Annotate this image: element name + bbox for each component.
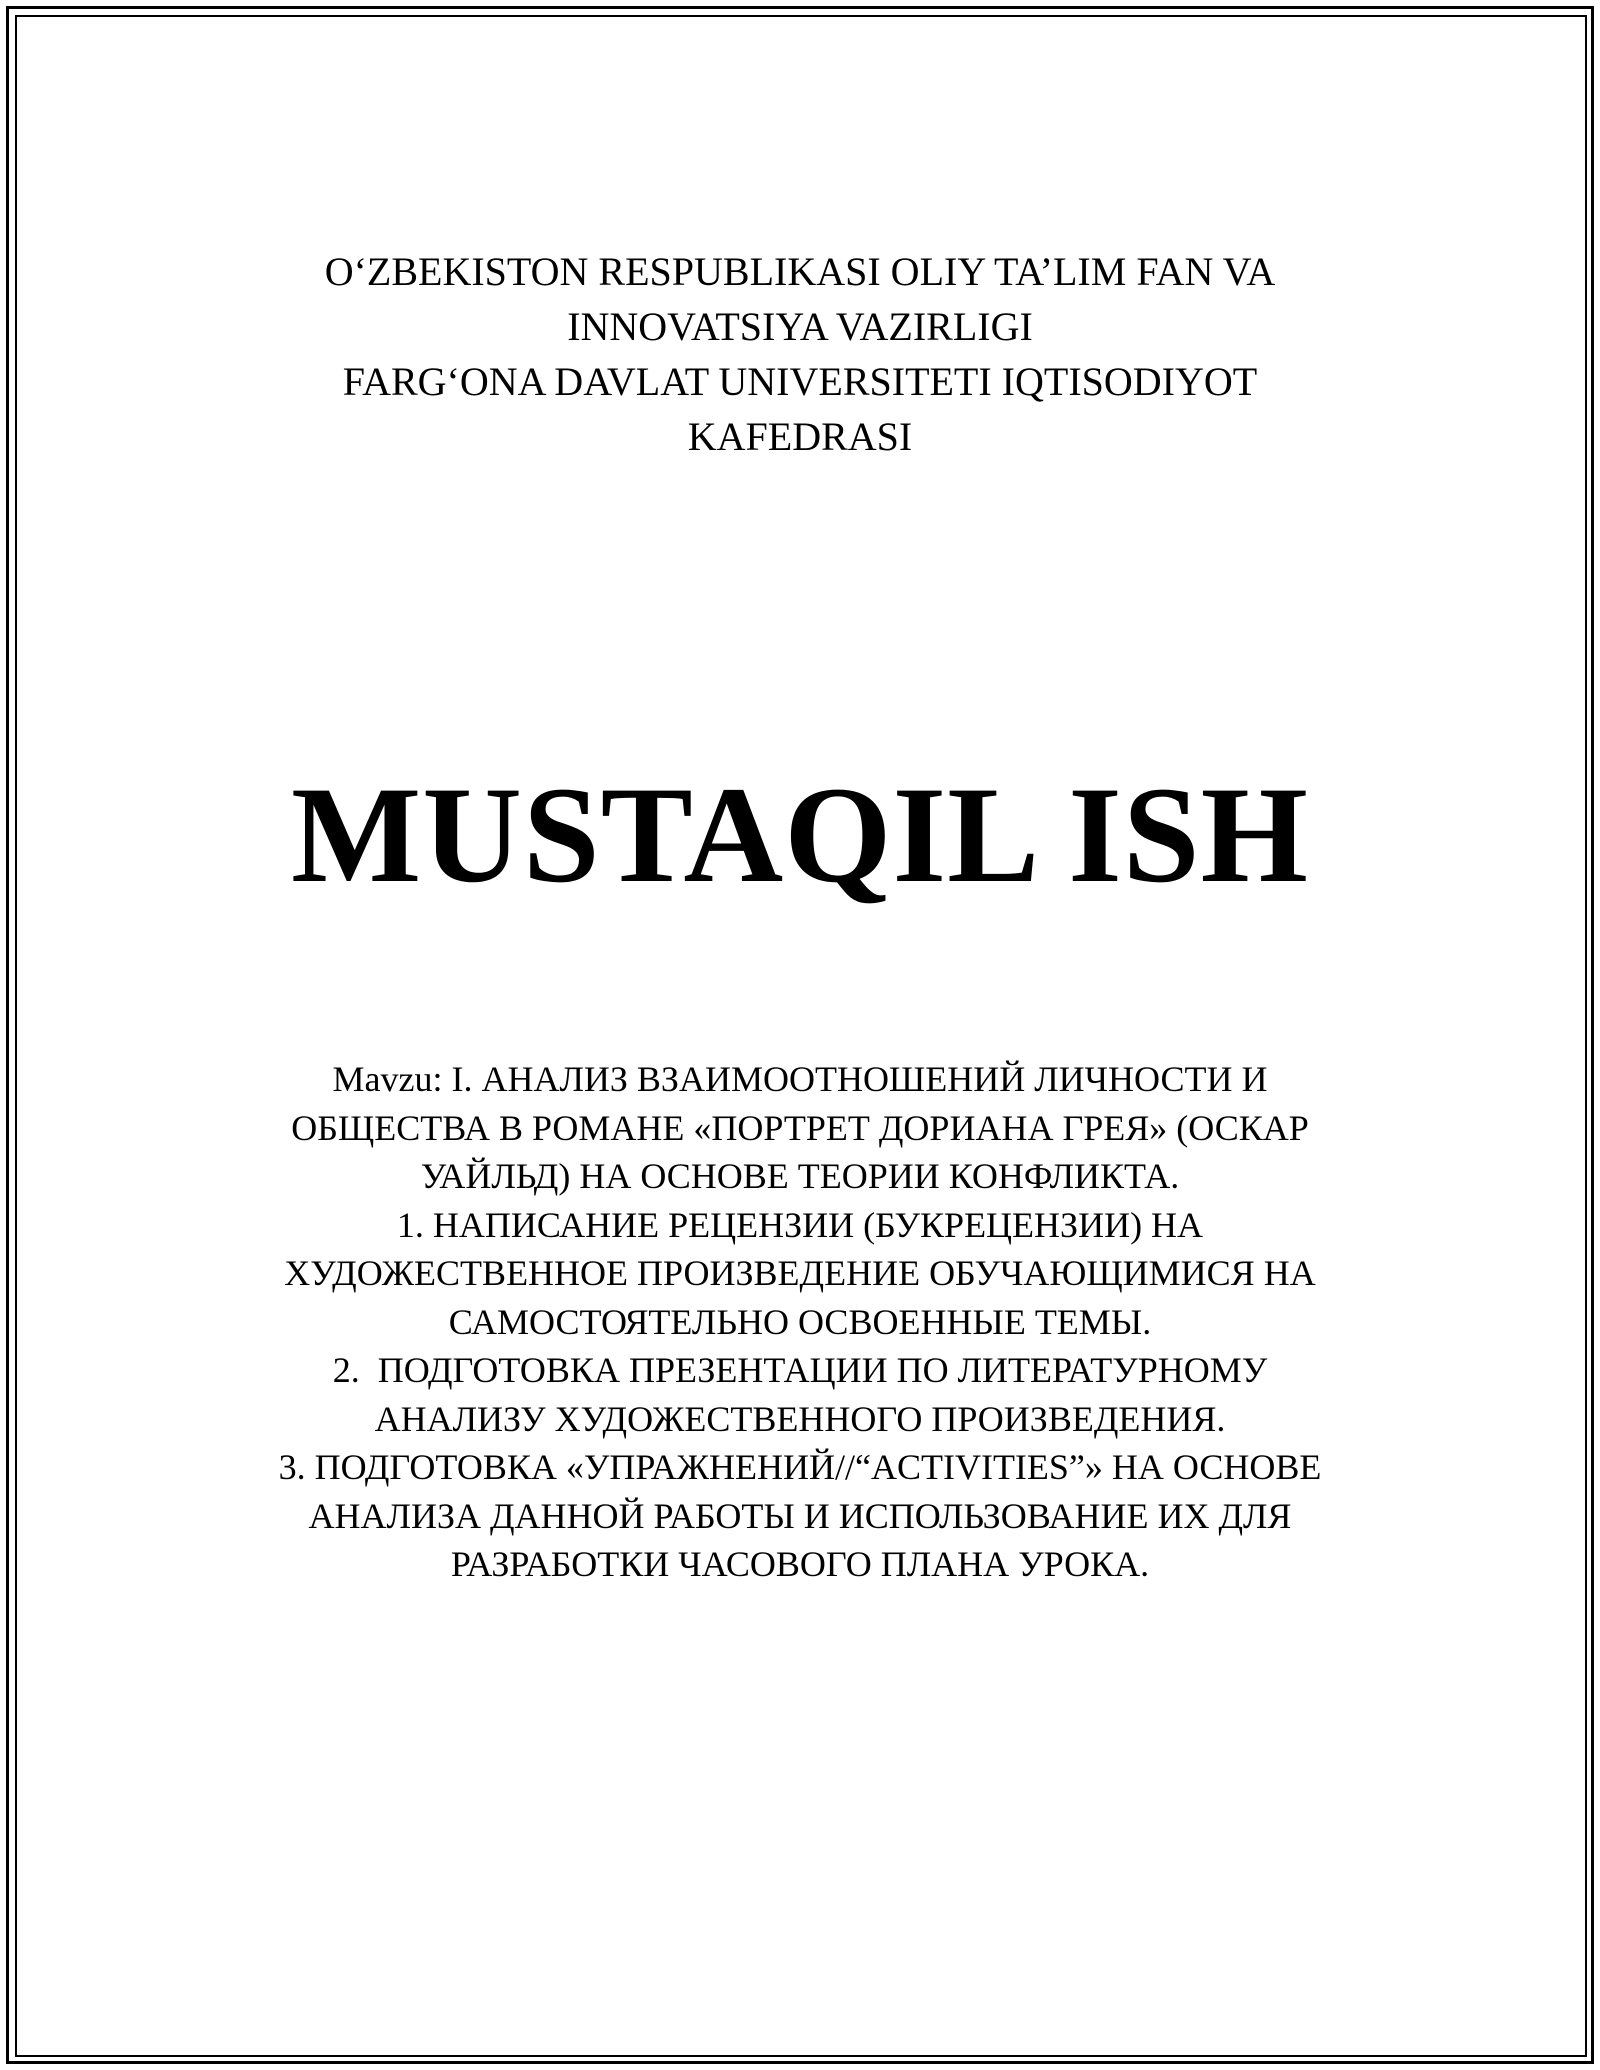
document-title: MUSTAQIL ISH — [291, 758, 1309, 911]
topic-line: УАЙЛЬД) НА ОСНОВЕ ТЕОРИИ КОНФЛИКТА. — [420, 1156, 1180, 1196]
header-line: O‘ZBEKISTON RESPUBLIKASI OLIY TA’LIM FAN VA — [324, 249, 1276, 294]
topic-line: АНАЛИЗУ ХУДОЖЕСТВЕННОГО ПРОИЗВЕДЕНИЯ. — [374, 1398, 1226, 1439]
topic-block — [0, 1055, 1600, 1589]
header-line: INNOVATSIYA VAZIRLIGI — [567, 304, 1033, 349]
header-line: FARG‘ONA DAVLAT UNIVERSITETI IQTISODIYOT — [342, 359, 1258, 404]
topic-line: ХУДОЖЕСТВЕННОЕ ПРОИЗВЕДЕНИЕ ОБУЧАЮЩИМИСЯ НА — [284, 1253, 1316, 1293]
topic-line: ОБЩЕСТВА В РОМАНЕ «ПОРТРЕТ ДОРИАНА ГРЕЯ» (ОСКАР — [291, 1107, 1309, 1148]
topic-line: 1. НАПИСАНИЕ РЕЦЕНЗИИ (БУКРЕЦЕНЗИИ) НА — [396, 1204, 1204, 1245]
topic-line: АНАЛИЗА ДАННОЙ РАБОТЫ И ИСПОЛЬЗОВАНИЕ ИХ ДЛЯ — [308, 1495, 1292, 1536]
topic-line: Mavzu: I. АНАЛИЗ ВЗАИМООТНОШЕНИЙ ЛИЧНОСТИ И — [332, 1059, 1268, 1099]
topic-line: РАЗРАБОТКИ ЧАСОВОГО ПЛАНА УРОКА. — [450, 1544, 1150, 1584]
header-line: KAFEDRASI — [687, 414, 913, 459]
institution-header — [0, 244, 1600, 464]
topic-line: 2. ПОДГОТОВКА ПРЕЗЕНТАЦИИ ПО ЛИТЕРАТУРНОМУ — [332, 1350, 1268, 1390]
topic-line: 3. ПОДГОТОВКА «УПРАЖНЕНИЙ//“ACTIVITIES”» НА ОСНОВЕ — [278, 1447, 1322, 1487]
topic-line: САМОСТОЯТЕЛЬНО ОСВОЕННЫЕ ТЕМЫ. — [448, 1301, 1152, 1342]
